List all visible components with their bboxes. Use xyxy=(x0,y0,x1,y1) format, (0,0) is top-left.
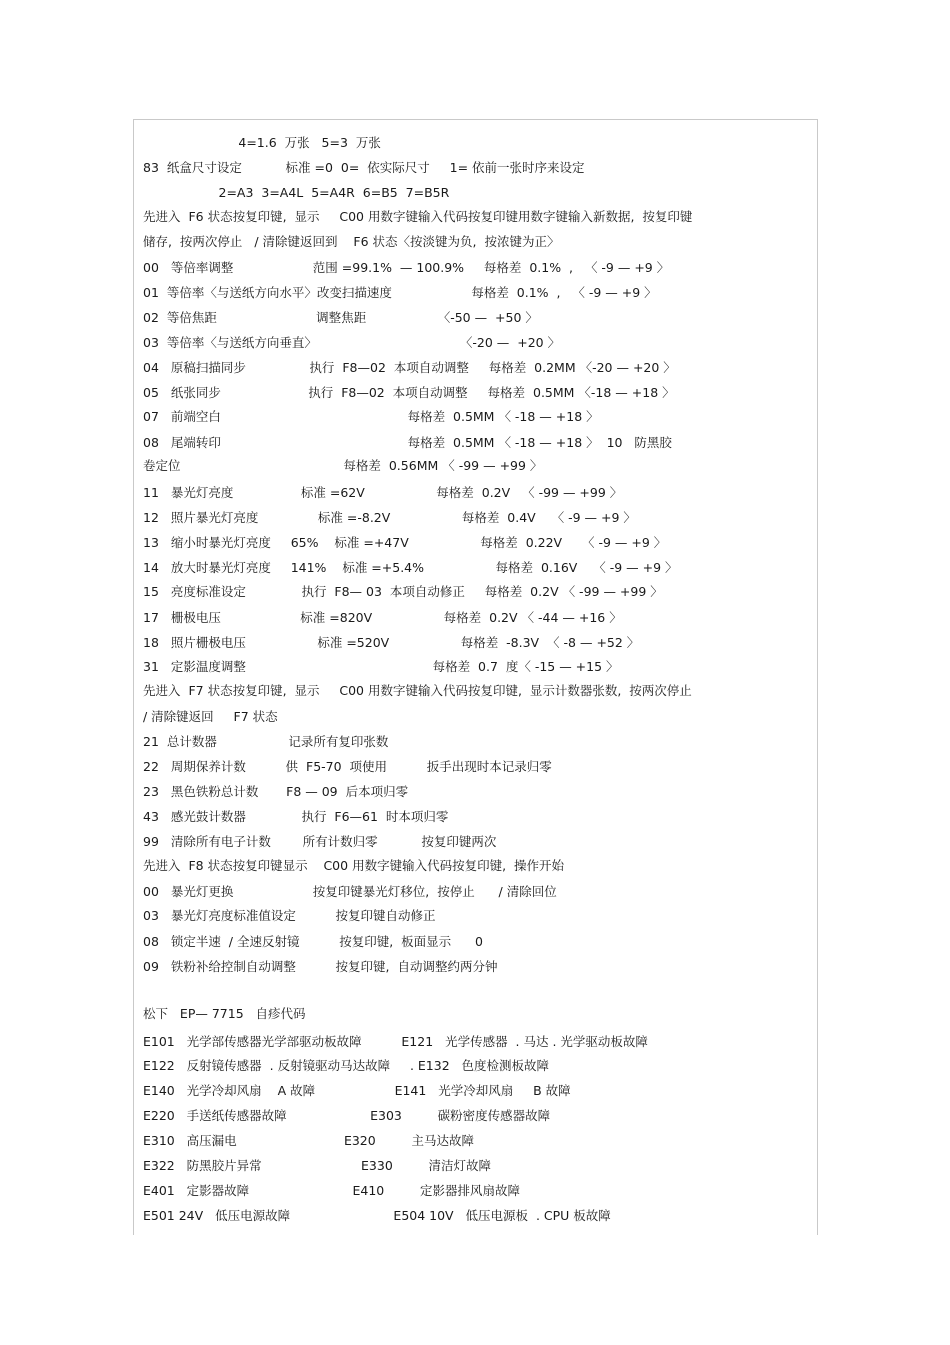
text-line: 23 黑色铁粉总计数 F8 — 09 后本项归零 xyxy=(143,784,409,799)
text-line: 02 等倍焦距 调整焦距 〈-50 — +50 〉 xyxy=(143,310,538,325)
text-line: 00 等倍率调整 范围 =99.1% — 100.9% 每格差 0.1% , 〈 -9 — +9 〉 xyxy=(143,260,670,275)
text-line: 43 感光鼓计数器 执行 F6—61 时本项归零 xyxy=(143,809,449,824)
text-line: E140 光学冷却风扇 A 故障 E141 光学冷却风扇 B 故障 xyxy=(143,1083,571,1098)
text-line: E122 反射镜传感器 . 反射镜驱动马达故障 . E132 色度检测板故障 xyxy=(143,1058,550,1073)
text-line: / 清除键返回 F7 状态 xyxy=(143,709,278,724)
text-line: 04 原稿扫描同步 执行 F8—02 本项自动调整 每格差 0.2MM 〈-20 — +20 〉 xyxy=(143,360,676,375)
text-line: 09 铁粉补给控制自动调整 按复印键, 自动调整约两分钟 xyxy=(143,959,498,974)
text-line: 00 暴光灯更换 按复印键暴光灯移位, 按停止 / 清除回位 xyxy=(143,884,557,899)
text-line: 08 锁定半速 / 全速反射镜 按复印键, 板面显示 0 xyxy=(143,934,483,949)
text-line: 先进入 F8 状态按复印键显示 C00 用数字键输入代码按复印键, 操作开始 xyxy=(143,858,564,873)
text-line: 14 放大时暴光灯亮度 141% 标准 =+5.4% 每格差 0.16V 〈 -9 — +9 〉 xyxy=(143,560,678,575)
text-line: E310 高压漏电 E320 主马达故障 xyxy=(143,1133,474,1148)
text-line: E220 手送纸传感器故障 E303 碳粉密度传感器故障 xyxy=(143,1108,551,1123)
text-line: 储存, 按两次停止 / 清除键返回到 F6 状态〈按淡键为负, 按浓键为正〉 xyxy=(143,234,560,249)
text-line: 12 照片暴光灯亮度 标准 =-8.2V 每格差 0.4V 〈 -9 — +9 〉 xyxy=(143,510,636,525)
text-line: 松下 EP— 7715 自疹代码 xyxy=(143,1006,306,1021)
text-line: 4=1.6 万张 5=3 万张 xyxy=(143,135,381,150)
text-line: 05 纸张同步 执行 F8—02 本项自动调整 每格差 0.5MM 〈-18 — +18 〉 xyxy=(143,385,675,400)
text-line: 99 清除所有电子计数 所有计数归零 按复印键两次 xyxy=(143,834,497,849)
text-line: 18 照片栅极电压 标准 =520V 每格差 -8.3V 〈 -8 — +52 〉 xyxy=(143,635,640,650)
text-line: 21 总计数器 记录所有复印张数 xyxy=(143,734,389,749)
text-line: E322 防黑胶片异常 E330 清洁灯故障 xyxy=(143,1158,492,1173)
text-line: 03 等倍率〈与送纸方向垂直〉 〈-20 — +20 〉 xyxy=(143,335,561,350)
text-line: 先进入 F7 状态按复印键, 显示 C00 用数字键输入代码按复印键, 显示计数器张数, 按两次停止 xyxy=(143,683,692,698)
text-line: 2=A3 3=A4L 5=A4R 6=B5 7=B5R xyxy=(143,185,450,200)
text-line: 13 缩小时暴光灯亮度 65% 标准 =+47V 每格差 0.22V 〈 -9 — +9 〉 xyxy=(143,535,667,550)
text-line: 15 亮度标准设定 执行 F8— 03 本项自动修正 每格差 0.2V 〈 -99 — +99 〉 xyxy=(143,584,663,599)
text-line: 17 栅极电压 标准 =820V 每格差 0.2V 〈 -44 — +16 〉 xyxy=(143,610,622,625)
text-line: 07 前端空白 每格差 0.5MM 〈 -18 — +18 〉 xyxy=(143,409,599,424)
text-line: 83 纸盒尺寸设定 标准 =0 0= 依实际尺寸 1= 依前一张时序来设定 xyxy=(143,160,585,175)
text-line: E401 定影器故障 E410 定影器排风扇故障 xyxy=(143,1183,521,1198)
text-line: 先进入 F6 状态按复印键, 显示 C00 用数字键输入代码按复印键用数字键输入新数据, 按复印键 xyxy=(143,209,693,224)
text-line: 03 暴光灯亮度标准值设定 按复印键自动修正 xyxy=(143,908,436,923)
text-line: 01 等倍率〈与送纸方向水平〉改变扫描速度 每格差 0.1% , 〈 -9 — +9 〉 xyxy=(143,285,657,300)
text-line: E501 24V 低压电源故障 E504 10V 低压电源板 . CPU 板故障 xyxy=(143,1208,611,1223)
text-line: E101 光学部传感器光学部驱动板故障 E121 光学传感器 . 马达 . 光学驱动板故障 xyxy=(143,1034,648,1049)
text-line: 11 暴光灯亮度 标准 =62V 每格差 0.2V 〈 -99 — +99 〉 xyxy=(143,485,623,500)
text-line: 卷定位 每格差 0.56MM 〈 -99 — +99 〉 xyxy=(143,458,543,473)
text-line: 31 定影温度调整 每格差 0.7 度〈 -15 — +15 〉 xyxy=(143,659,619,674)
text-line: 22 周期保养计数 供 F5-70 项使用 扳手出现时本记录归零 xyxy=(143,759,552,774)
text-line: 08 尾端转印 每格差 0.5MM 〈 -18 — +18 〉 10 防黑胶 xyxy=(143,435,672,450)
